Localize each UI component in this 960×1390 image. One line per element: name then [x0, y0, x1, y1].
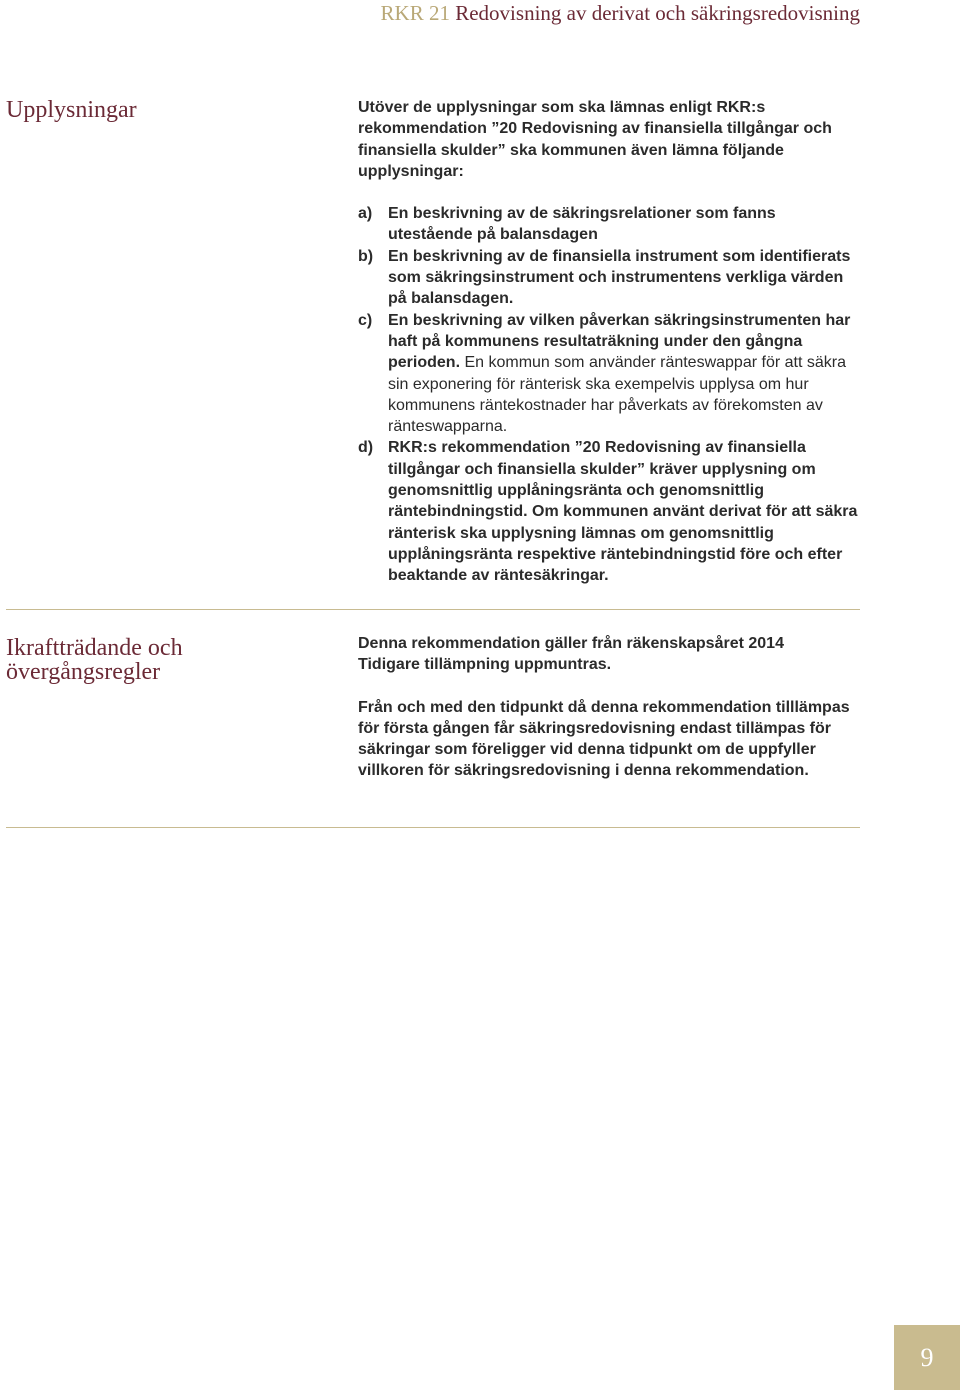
- section-divider: [6, 827, 860, 828]
- page-number: 9: [894, 1325, 960, 1390]
- effective-date-paragraph: Denna rekommendation gäller från räkenskapsåret 2014 Tidigare tillämpning uppmuntras.: [358, 635, 784, 674]
- list-item-text: En beskrivning av de finansiella instrument som identifierats som säkringsinstrument och instrumentens verkliga värden på balansdagen.: [388, 247, 851, 308]
- list-marker: d): [358, 439, 374, 457]
- list-item-text: En beskrivning av de säkringsrelationer som fanns utestående på balansdagen: [388, 205, 776, 244]
- running-header: [381, 0, 860, 30]
- intro-paragraph: Utöver de upplysningar som ska lämnas enligt RKR:s rekommendation ”20 Redovisning av finansiella tillgångar och finansiella skulder” ska kommunen även lämna följande upplysningar:: [358, 99, 832, 180]
- list-item-text: RKR:s rekommendation ”20 Redovisning av finansiella tillgångar och finansiella skulder” kräver upplysning om genomsnittlig upplåningsränta och genomsnittlig räntebindningstid. Om kommunen använt derivat för att säkra ränterisk ska upplysning lämnas om genomsnittlig upplåningsränta respektive räntebindningstid före och efter beaktande av räntesäkringar.: [388, 439, 858, 585]
- section-divider: [6, 609, 860, 610]
- list-marker: c): [358, 311, 373, 329]
- transition-paragraph: Från och med den tidpunkt då denna rekommendation tilllämpas för första gången får säkringsredovisning endast tillämpas för säkringar som föreligger vid denna tidpunkt om de uppfyller villkoren för säkringsredovisning i denna rekommendation.: [358, 698, 850, 780]
- disclosure-list: [358, 203, 860, 586]
- list-marker: a): [358, 205, 373, 223]
- list-item: [358, 437, 860, 586]
- header-code: RKR 21: [380, 1, 450, 25]
- list-item-text: En beskrivning av vilken påverkan säkringsinstrumenten har haft på kommunens resultaträkning under den gångna perioden. En kommun som använder ränteswappar för att säkra sin exponering för ränterisk ska exempelvis upplysa om hur kommunens räntekostnader har påverkats av förekomsten av ränteswapparna.: [388, 311, 851, 436]
- list-item: [358, 246, 860, 310]
- list-marker: b): [358, 247, 374, 265]
- section-body-upplysningar: [358, 97, 860, 587]
- list-item: [358, 203, 860, 246]
- list-item: [358, 310, 860, 438]
- header-title: Redovisning av derivat och säkringsredovisning: [455, 1, 860, 25]
- section-heading-upplysningar: Upplysningar: [6, 97, 137, 123]
- section-body-ikrafttradande: [358, 633, 860, 782]
- section-heading-ikrafttradande: Ikraftträdande och övergångsregler: [6, 635, 183, 685]
